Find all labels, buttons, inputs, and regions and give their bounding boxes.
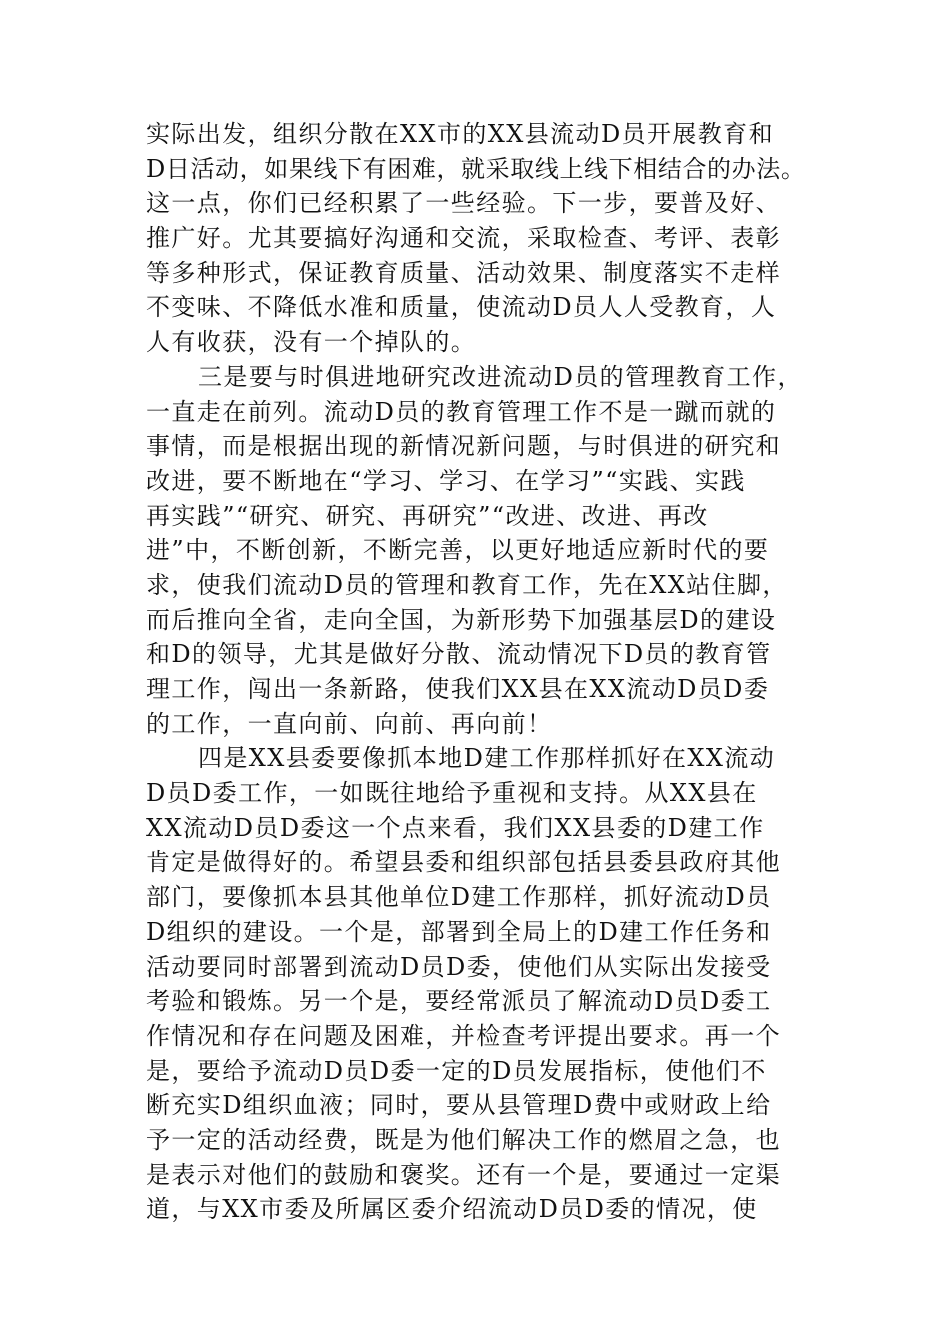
text-line: 求，使我们流动D员的管理和教育工作，先在XX站住脚， bbox=[146, 570, 788, 599]
text-line: 的工作，一直向前、向前、再向前！ bbox=[146, 709, 553, 738]
text-line: 等多种形式，保证教育质量、活动效果、制度落实不走样 bbox=[146, 258, 781, 287]
text-line: 而后推向全省，走向全国，为新形势下加强基层D的建设 bbox=[146, 605, 777, 634]
text-line: XX流动D员D委这一个点来看，我们XX县委的D建工作 bbox=[146, 813, 765, 842]
text-line: 是，要给予流动D员D委一定的D员发展指标，使他们不 bbox=[146, 1056, 767, 1085]
text-line: 人有收获，没有一个掉队的。 bbox=[146, 328, 477, 357]
text-line: 作情况和存在问题及困难，并检查考评提出要求。再一个 bbox=[146, 1021, 781, 1050]
text-line: 理工作，闯出一条新路，使我们XX县在XX流动D员D委 bbox=[146, 675, 770, 703]
text-line: 考验和锻炼。另一个是，要经常派员了解流动D员D委工 bbox=[146, 987, 772, 1016]
text-line: 事情，而是根据出现的新情况新问题，与时俱进的研究和 bbox=[146, 432, 781, 461]
text-line: 肯定是做得好的。希望县委和组织部包括县委县政府其他 bbox=[146, 848, 781, 877]
text-line: 改进，要不断地在“学习、学习、在学习”“实践、实践 bbox=[146, 466, 746, 495]
text-line: D日活动，如果线下有困难，就采取线上线下相结合的办法。 bbox=[146, 154, 806, 183]
text-line: 部门，要像抓本县其他单位D建工作那样，抓好流动D员 bbox=[146, 883, 772, 912]
text-line: 活动要同时部署到流动D员D委，使他们从实际出发接受 bbox=[146, 952, 772, 981]
text-line: 不变味、不降低水准和质量，使流动D员人人受教育，人 bbox=[146, 293, 777, 322]
paragraph-first-line: 三是要与时俱进地研究改进流动D员的管理教育工作， bbox=[198, 362, 803, 391]
text-line: 再实践”“研究、研究、再研究”“改进、改进、再改 bbox=[146, 501, 709, 530]
text-line: D组织的建设。一个是，部署到全局上的D建工作任务和 bbox=[146, 917, 772, 946]
text-line: 这一点，你们已经积累了一些经验。下一步，要普及好、 bbox=[146, 189, 781, 218]
document-body bbox=[146, 117, 808, 1227]
paragraph-first-line: 四是XX县委要像抓本地D建工作那样抓好在XX流动 bbox=[198, 744, 776, 773]
text-line: 推广好。尤其要搞好沟通和交流，采取检查、考评、表彰 bbox=[146, 224, 781, 253]
text-line: 道，与XX市委及所属区委介绍流动D员D委的情况，使 bbox=[146, 1195, 758, 1224]
text-line: 进”中，不断创新，不断完善，以更好地适应新时代的要 bbox=[146, 536, 770, 565]
text-line: 和D的领导，尤其是做好分散、流动情况下D员的教育管 bbox=[146, 640, 772, 669]
text-line: 是表示对他们的鼓励和褒奖。还有一个是，要通过一定渠 bbox=[146, 1160, 781, 1189]
text-line: 一直走在前列。流动D员的教育管理工作不是一蹴而就的 bbox=[146, 397, 777, 426]
text-line: 断充实D组织血液；同时，要从县管理D费中或财政上给 bbox=[146, 1091, 772, 1120]
text-line: D员D委工作，一如既往地给予重视和支持。从XX县在 bbox=[146, 779, 758, 808]
text-line: 予一定的活动经费，既是为他们解决工作的燃眉之急，也 bbox=[146, 1125, 781, 1154]
text-line: 实际出发，组织分散在XX市的XX县流动D员开展教育和 bbox=[146, 120, 774, 148]
